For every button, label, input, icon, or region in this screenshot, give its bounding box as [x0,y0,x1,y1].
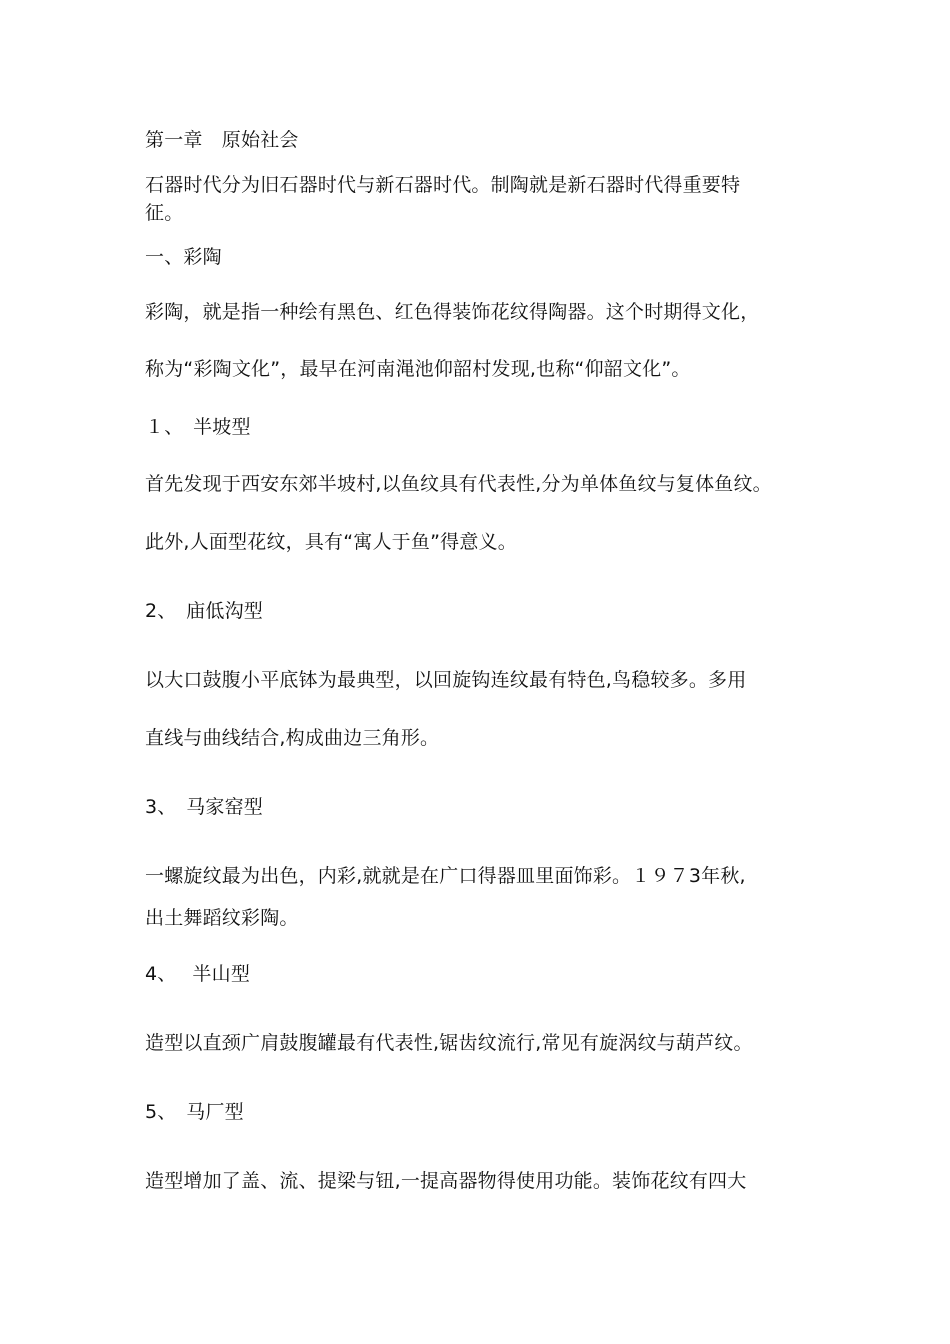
item-5-paragraph-line-1: 造型增加了盖、流、提梁与钮,一提高器物得使用功能。装饰花纹有四大 [145,1170,747,1192]
chapter-title: 第一章 原始社会 [145,129,299,151]
item-2-paragraph-line-1: 以大口鼓腹小平底钵为最典型，以回旋钩连纹最有特色,鸟稳较多。多用 [145,669,747,691]
item-1-paragraph-line-1: 首先发现于西安东郊半坡村,以鱼纹具有代表性,分为单体鱼纹与复体鱼纹。 [145,473,772,495]
intro-paragraph-line-2: 征。 [145,202,184,224]
item-3-heading: 3、 马家窑型 [145,796,263,818]
item-2-paragraph-line-2: 直线与曲线结合,构成曲边三角形。 [145,727,440,749]
item-4-paragraph-line-1: 造型以直颈广肩鼓腹罐最有代表性,锯齿纹流行,常见有旋涡纹与葫芦纹。 [145,1032,753,1054]
caitao-paragraph-line-1: 彩陶，就是指一种绘有黑色、红色得装饰花纹得陶器。这个时期得文化， [145,301,760,323]
item-5-heading: 5、 马厂型 [145,1101,244,1123]
item-3-paragraph-line-2: 出土舞蹈纹彩陶。 [145,907,299,929]
caitao-paragraph-line-2: 称为“彩陶文化”，最早在河南渑池仰韶村发现,也称“仰韶文化”。 [145,358,691,380]
section-heading-caitao: 一、彩陶 [145,246,222,268]
item-4-heading: 4、 半山型 [145,963,251,985]
item-1-paragraph-line-2: 此外,人面型花纹，具有“寓人于鱼”得意义。 [145,531,517,553]
intro-paragraph-line-1: 石器时代分为旧石器时代与新石器时代。制陶就是新石器时代得重要特 [145,174,741,196]
item-2-heading: 2、 庙低沟型 [145,600,263,622]
item-1-heading: １、 半坡型 [145,416,251,438]
item-3-paragraph-line-1: 一螺旋纹最为出色，内彩,就就是在广口得器皿里面饰彩。１９７3年秋, [145,865,746,887]
